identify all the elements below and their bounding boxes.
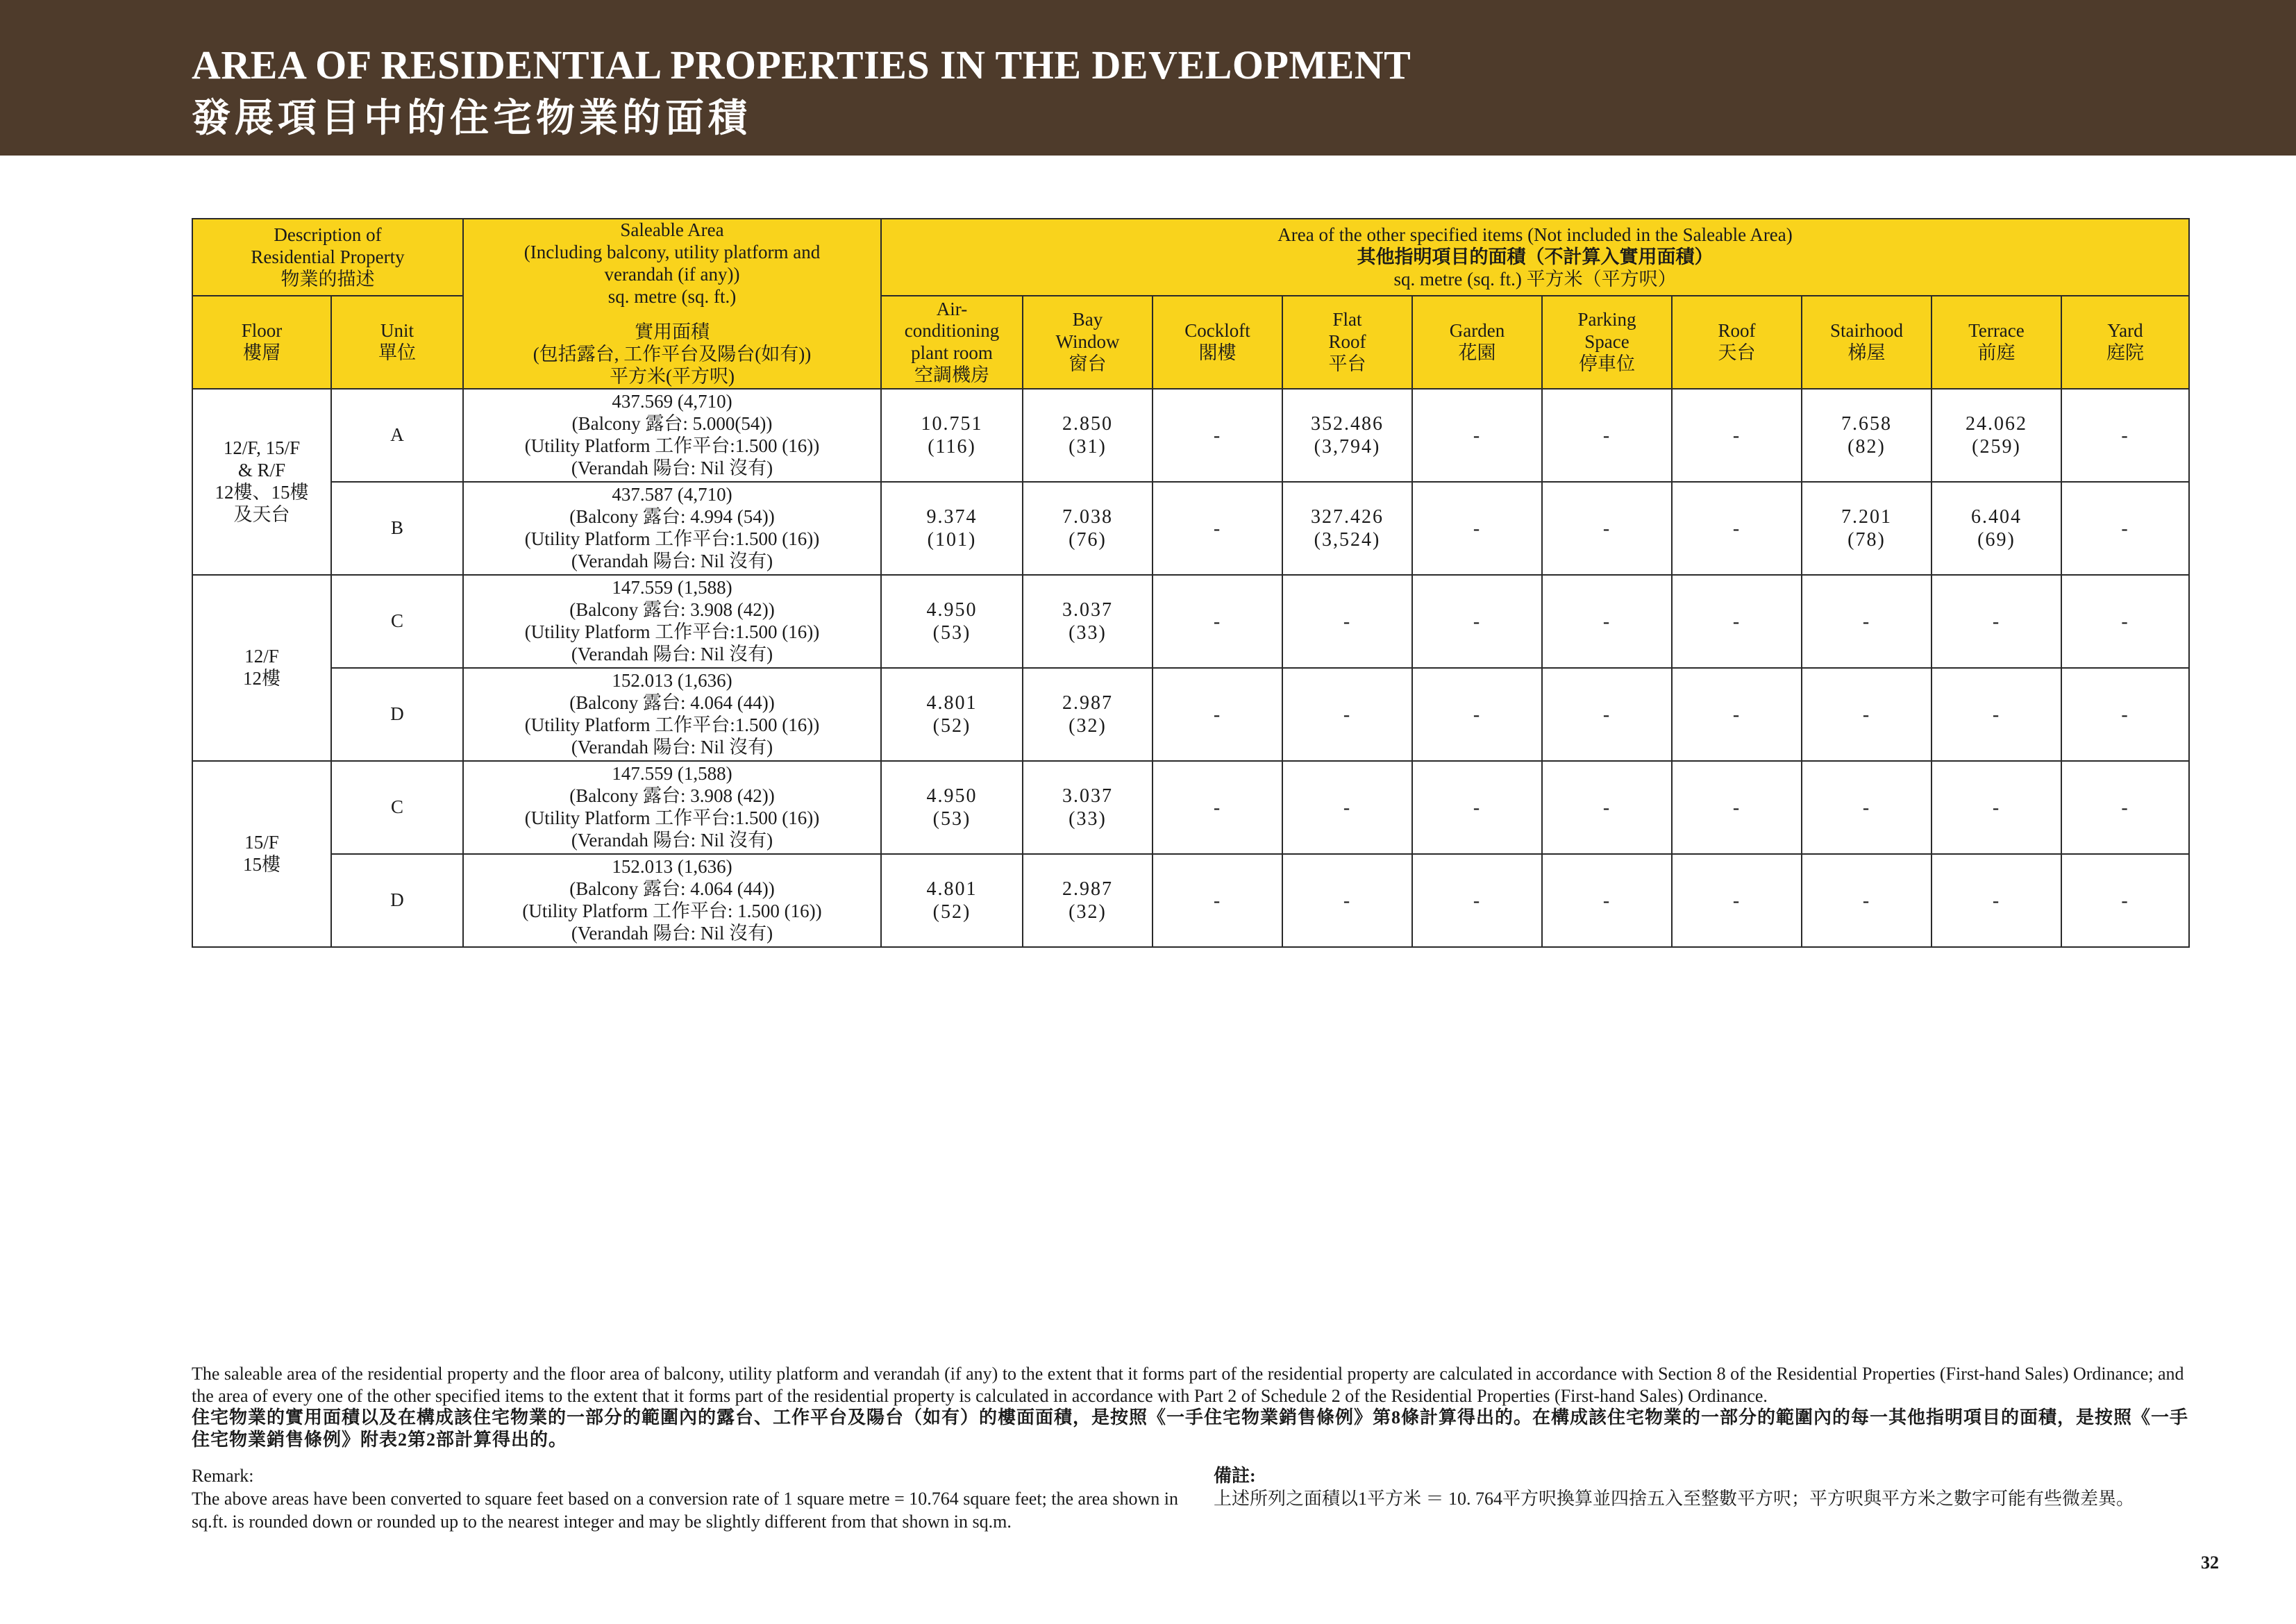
table-row [192, 482, 2189, 575]
stairhood-cell: 7.201 (78) [1802, 482, 1932, 575]
garden-cell: - [1412, 575, 1542, 668]
cockloft-cell: - [1153, 389, 1282, 482]
remark-label-zh: 備註: [1214, 1466, 1256, 1486]
remark-zh [1214, 1465, 2199, 1511]
saleable-area-cell: 152.013 (1,636) (Balcony 露台: 4.064 (44)) (Utility Platform 工作平台: 1.500 (16)) (Verandah 陽台: Nil 沒有) [463, 854, 881, 947]
table-row [192, 761, 2189, 854]
garden-cell: - [1412, 389, 1542, 482]
floor-cell: 12/F 12樓 [192, 575, 331, 761]
saleable-area-cell: 152.013 (1,636) (Balcony 露台: 4.064 (44)) (Utility Platform 工作平台:1.500 (16)) (Verandah 陽台: Nil 沒有) [463, 668, 881, 761]
unit-cell: D [331, 854, 463, 947]
bay-window-cell: 2.987 (32) [1023, 668, 1153, 761]
ac-plant-room-cell: 4.801 (52) [881, 854, 1023, 947]
parking-space-cell: - [1542, 575, 1672, 668]
parking-space-cell: - [1542, 761, 1672, 854]
cockloft-header: Cockloft 閣樓 [1153, 296, 1282, 389]
floor-cell: 12/F, 15/F & R/F 12樓、15樓 及天台 [192, 389, 331, 575]
unit-cell: A [331, 389, 463, 482]
terrace-cell: 6.404 (69) [1932, 482, 2061, 575]
note-en: The saleable area of the residential property and the floor area of balcony, utility platform and verandah (if any) to the extent that it forms part of the residential property are calculated in accordance with Section 8 of the Residential Properties (First-hand Sales) Ordinance; and the area of every one of the other specified items to the extent that it forms part of the residential property is calculated in accordance with Part 2 of Schedule 2 of the Residential Properties (First-hand Sales) Ordinance. [192, 1364, 2184, 1407]
area-table-body [192, 389, 2189, 947]
saleable-area-cell: 147.559 (1,588) (Balcony 露台: 3.908 (42)) (Utility Platform 工作平台:1.500 (16)) (Verandah 陽台: Nil 沒有) [463, 575, 881, 668]
parking-space-cell: - [1542, 389, 1672, 482]
table-row [192, 389, 2189, 482]
bay-window-cell: 7.038 (76) [1023, 482, 1153, 575]
saleable-area-header: Saleable Area (Including balcony, utility platform and verandah (if any)) sq. metre (sq. ft.) 實用面積 (包括露台, 工作平台及陽台(如有)) 平方米(平方呎) [463, 219, 881, 389]
saleable-area-cell: 437.587 (4,710) (Balcony 露台: 4.994 (54)) (Utility Platform 工作平台:1.500 (16)) (Verandah 陽台: Nil 沒有) [463, 482, 881, 575]
parking-space-cell: - [1542, 482, 1672, 575]
unit-cell: D [331, 668, 463, 761]
remark-en [192, 1465, 1191, 1533]
unit-header: Unit 單位 [331, 296, 463, 389]
flat-roof-cell: 352.486 (3,794) [1282, 389, 1412, 482]
area-table [192, 218, 2190, 948]
yard-cell: - [2061, 761, 2189, 854]
page-title-zh: 發展項目中的住宅物業的面積 [192, 97, 751, 140]
stairhood-cell: - [1802, 854, 1932, 947]
table-row [192, 668, 2189, 761]
parking-space-cell: - [1542, 668, 1672, 761]
remark-label-en: Remark: [192, 1466, 254, 1486]
cockloft-cell: - [1153, 668, 1282, 761]
bay-window-cell: 3.037 (33) [1023, 575, 1153, 668]
cockloft-cell: - [1153, 761, 1282, 854]
ac-plant-room-cell: 9.374 (101) [881, 482, 1023, 575]
roof-cell: - [1672, 668, 1802, 761]
stairhood-cell: - [1802, 668, 1932, 761]
page-number: 32 [2201, 1552, 2219, 1573]
unit-cell: C [331, 575, 463, 668]
parking-space-cell: - [1542, 854, 1672, 947]
parking-space-header: Parking Space 停車位 [1542, 296, 1672, 389]
page-title-en: AREA OF RESIDENTIAL PROPERTIES IN THE DEVELOPMENT [192, 42, 1411, 87]
yard-header: Yard 庭院 [2061, 296, 2189, 389]
garden-header: Garden 花園 [1412, 296, 1542, 389]
stairhood-cell: - [1802, 575, 1932, 668]
ac-plant-room-cell: 4.801 (52) [881, 668, 1023, 761]
terrace-cell: - [1932, 761, 2061, 854]
header-banner [0, 0, 2296, 156]
flat-roof-cell: 327.426 (3,524) [1282, 482, 1412, 575]
cockloft-cell: - [1153, 575, 1282, 668]
cockloft-cell: - [1153, 482, 1282, 575]
garden-cell: - [1412, 761, 1542, 854]
yard-cell: - [2061, 575, 2189, 668]
stairhood-header: Stairhood 梯屋 [1802, 296, 1932, 389]
ac-plant-room-header: Air- conditioning plant room 空調機房 [881, 296, 1023, 389]
unit-cell: B [331, 482, 463, 575]
floor-cell: 15/F 15樓 [192, 761, 331, 947]
terrace-cell: - [1932, 575, 2061, 668]
ac-plant-room-cell: 10.751 (116) [881, 389, 1023, 482]
bay-window-cell: 2.987 (32) [1023, 854, 1153, 947]
roof-cell: - [1672, 854, 1802, 947]
yard-cell: - [2061, 389, 2189, 482]
yard-cell: - [2061, 854, 2189, 947]
flat-roof-cell: - [1282, 854, 1412, 947]
flat-roof-cell: - [1282, 575, 1412, 668]
flat-roof-cell: - [1282, 761, 1412, 854]
bay-window-cell: 3.037 (33) [1023, 761, 1153, 854]
remark-text-en: The above areas have been converted to square feet based on a conversion rate of 1 square metre = 10.764 square feet; the area shown in sq.ft. is rounded down or rounded up to the nearest integer and may be slightly different from that shown in sq.m. [192, 1488, 1178, 1532]
table-row [192, 575, 2189, 668]
saleable-area-cell: 147.559 (1,588) (Balcony 露台: 3.908 (42)) (Utility Platform 工作平台:1.500 (16)) (Verandah 陽台: Nil 沒有) [463, 761, 881, 854]
roof-cell: - [1672, 761, 1802, 854]
terrace-header: Terrace 前庭 [1932, 296, 2061, 389]
flat-roof-header: Flat Roof 平台 [1282, 296, 1412, 389]
roof-header: Roof 天台 [1672, 296, 1802, 389]
unit-cell: C [331, 761, 463, 854]
description-header: Description of Residential Property 物業的描述 [192, 219, 463, 296]
yard-cell: - [2061, 482, 2189, 575]
terrace-cell: 24.062 (259) [1932, 389, 2061, 482]
stairhood-cell: 7.658 (82) [1802, 389, 1932, 482]
ac-plant-room-cell: 4.950 (53) [881, 575, 1023, 668]
terrace-cell: - [1932, 668, 2061, 761]
saleable-area-cell: 437.569 (4,710) (Balcony 露台: 5.000(54)) (Utility Platform 工作平台:1.500 (16)) (Verandah 陽台: Nil 沒有) [463, 389, 881, 482]
remark-text-zh: 上述所列之面積以1平方米 ＝ 10. 764平方呎換算並四捨五入至整數平方呎；平方呎與平方米之數字可能有些微差異。 [1214, 1488, 2135, 1509]
roof-cell: - [1672, 389, 1802, 482]
note-zh: 住宅物業的實用面積以及在構成該住宅物業的一部分的範圍內的露台、工作平台及陽台（如有）的樓面面積，是按照《一手住宅物業銷售條例》第8條計算得出的。在構成該住宅物業的一部分的範圍內的每一其他指明項目的面積，是按照《一手住宅物業銷售條例》附表2第2部計算得出的。 [192, 1407, 2189, 1450]
flat-roof-cell: - [1282, 668, 1412, 761]
roof-cell: - [1672, 575, 1802, 668]
roof-cell: - [1672, 482, 1802, 575]
garden-cell: - [1412, 854, 1542, 947]
garden-cell: - [1412, 482, 1542, 575]
floor-header: Floor 樓層 [192, 296, 331, 389]
ac-plant-room-cell: 4.950 (53) [881, 761, 1023, 854]
garden-cell: - [1412, 668, 1542, 761]
bay-window-cell: 2.850 (31) [1023, 389, 1153, 482]
cockloft-cell: - [1153, 854, 1282, 947]
terrace-cell: - [1932, 854, 2061, 947]
bay-window-header: Bay Window 窗台 [1023, 296, 1153, 389]
stairhood-cell: - [1802, 761, 1932, 854]
yard-cell: - [2061, 668, 2189, 761]
other-items-header: Area of the other specified items (Not included in the Saleable Area) 其他指明項目的面積（不計算入實用面積） sq. metre (sq. ft.) 平方米（平方呎） [881, 219, 2189, 296]
table-row [192, 854, 2189, 947]
